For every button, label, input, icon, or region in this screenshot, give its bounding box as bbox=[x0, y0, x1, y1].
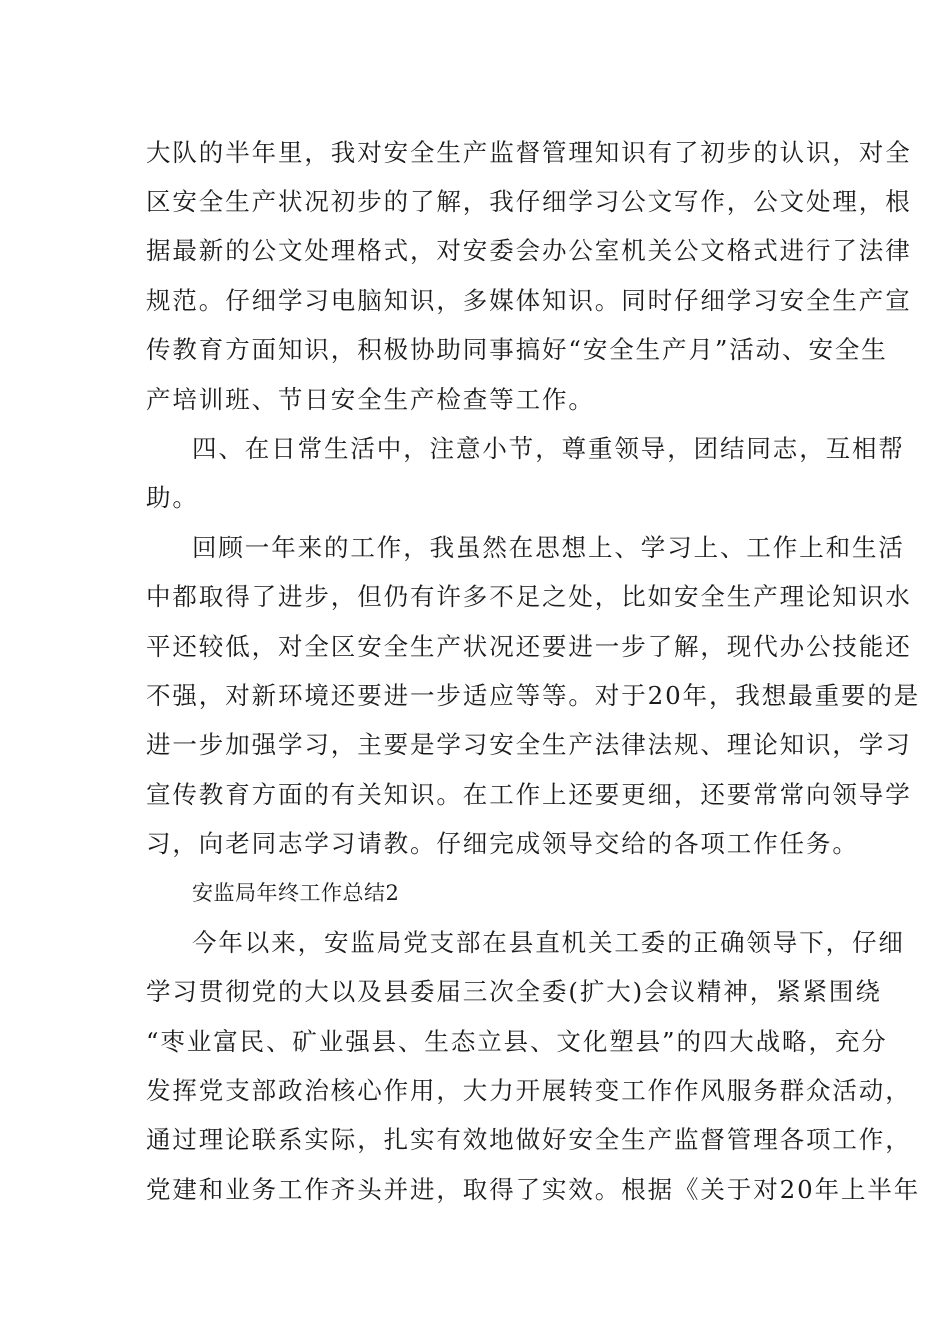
text-line: 宣传教育方面的有关知识。在工作上还要更细，还要常常向领导学 bbox=[146, 780, 912, 809]
section-heading: 安监局年终工作总结2 bbox=[192, 881, 400, 905]
text-line: 习，向老同志学习请教。仔细完成领导交给的各项工作任务。 bbox=[146, 829, 859, 858]
text-line: 平还较低，对全区安全生产状况还要进一步了解，现代办公技能还 bbox=[146, 632, 912, 661]
text-line: 四、在日常生活中，注意小节，尊重领导，团结同志，互相帮 bbox=[192, 434, 905, 463]
text-line: 传教育方面知识，积极协助同事搞好“安全生产月”活动、安全生 bbox=[146, 335, 888, 364]
text-line: “枣业富民、矿业强县、生态立县、文化塑县”的四大战略，充分 bbox=[146, 1027, 888, 1056]
text-line: 发挥党支部政治核心作用，大力开展转变工作作风服务群众活动， bbox=[146, 1076, 912, 1105]
text-line: 党建和业务工作齐头并进，取得了实效。根据《关于对20年上半年 bbox=[146, 1175, 921, 1204]
text-line: 规范。仔细学习电脑知识，多媒体知识。同时仔细学习安全生产宣 bbox=[146, 286, 912, 315]
text-line: 不强，对新环境还要进一步适应等等。对于20年，我想最重要的是 bbox=[146, 681, 921, 710]
text-line: 产培训班、节日安全生产检查等工作。 bbox=[146, 385, 595, 414]
text-line: 区安全生产状况初步的了解，我仔细学习公文写作，公文处理，根 bbox=[146, 187, 912, 216]
text-line: 今年以来，安监局党支部在县直机关工委的正确领导下，仔细 bbox=[192, 928, 905, 957]
text-line: 大队的半年里，我对安全生产监督管理知识有了初步的认识，对全 bbox=[146, 138, 912, 167]
text-line: 中都取得了进步，但仍有许多不足之处，比如安全生产理论知识水 bbox=[146, 582, 912, 611]
text-line: 回顾一年来的工作，我虽然在思想上、学习上、工作上和生活 bbox=[192, 533, 905, 562]
text-line: 助。 bbox=[146, 483, 199, 512]
text-line: 进一步加强学习，主要是学习安全生产法律法规、理论知识，学习 bbox=[146, 730, 912, 759]
text-line: 通过理论联系实际，扎实有效地做好安全生产监督管理各项工作， bbox=[146, 1125, 912, 1154]
text-line: 据最新的公文处理格式，对安委会办公室机关公文格式进行了法律 bbox=[146, 236, 912, 265]
text-line: 学习贯彻党的大以及县委届三次全委(扩大)会议精神，紧紧围绕 bbox=[146, 977, 882, 1006]
